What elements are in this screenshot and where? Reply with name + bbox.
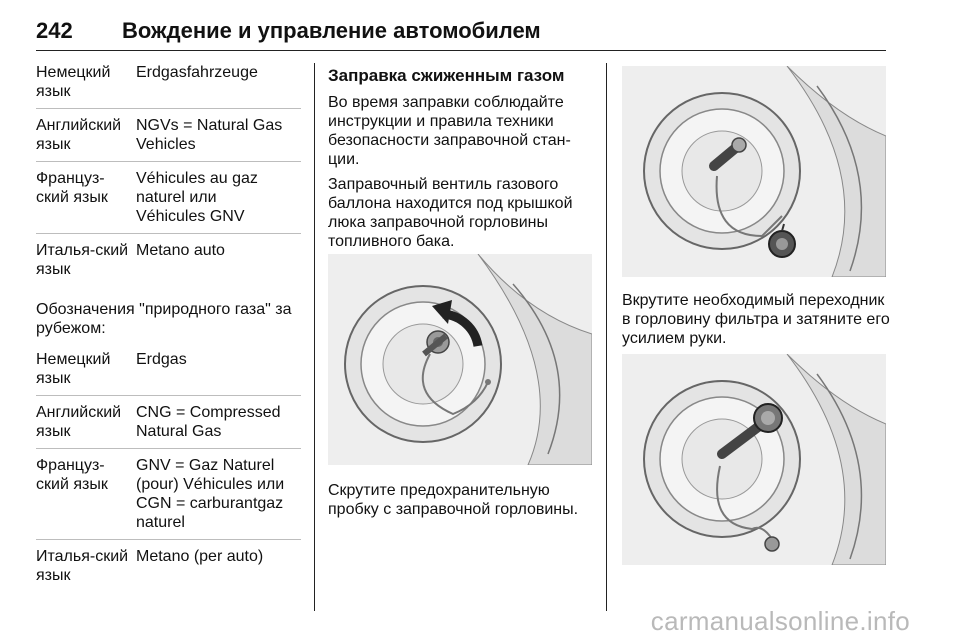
refuelling-column xyxy=(328,66,594,257)
illustration-unscrew-cap xyxy=(328,254,592,465)
paragraph: Во время заправки соблюдайте инструкции и правила техники безопасности заправочной стан-ции. xyxy=(328,94,571,168)
language-name: Английский язык xyxy=(36,117,122,153)
page-header xyxy=(36,16,886,52)
caption-screw-adapter: Вкрутите необходимый переходник в горловину фильтра и затяните его усилием руки. xyxy=(622,292,890,347)
table-row xyxy=(36,403,301,449)
vehicle-names-table xyxy=(36,63,301,286)
section-heading: Заправка сжиженным газом xyxy=(328,66,565,85)
language-name: Английский язык xyxy=(36,404,122,440)
column-divider-right xyxy=(606,63,607,611)
illustration-filler-neck xyxy=(622,66,886,277)
site-watermark: carmanualsonline.info xyxy=(650,606,910,636)
language-term: Véhicules au gaz naturel или Véhicules GNV xyxy=(136,170,258,225)
language-term: CNG = Compressed Natural Gas xyxy=(136,404,281,440)
language-name: Француз-ский язык xyxy=(36,170,108,206)
table-row xyxy=(36,169,301,234)
table-row xyxy=(36,241,301,286)
language-name: Француз-ский язык xyxy=(36,457,108,493)
table-row xyxy=(36,547,301,592)
table-row xyxy=(36,63,301,109)
language-name: Италья-ский язык xyxy=(36,242,129,278)
page-number: 242 xyxy=(36,18,73,43)
header-divider xyxy=(36,50,886,51)
illustration-adapter-fitted xyxy=(622,354,886,565)
caption-unscrew-cap: Скрутите предохранительную пробку с заправочной горловины. xyxy=(328,482,579,518)
table-row xyxy=(36,350,301,396)
language-term: Erdgasfahrzeuge xyxy=(136,64,258,81)
language-term: Metano (per auto) xyxy=(136,548,264,565)
language-term: Erdgas xyxy=(136,351,187,368)
language-column xyxy=(36,63,301,599)
language-name: Италья-ский язык xyxy=(36,548,129,584)
language-name: Немецкий язык xyxy=(36,351,111,387)
page-title: Вождение и управление автомобилем xyxy=(122,18,541,43)
paragraph: Заправочный вентиль газового баллона находится под крышкой люка заправочной горловины топливного бака. xyxy=(328,176,573,250)
gas-names-table xyxy=(36,350,301,592)
column-divider-left xyxy=(314,63,315,611)
table-row xyxy=(36,456,301,540)
language-name: Немецкий язык xyxy=(36,64,111,100)
language-term: GNV = Gaz Naturel (pour) Véhicules или CGN = carburantgaz naturel xyxy=(136,457,285,531)
language-term: Metano auto xyxy=(136,242,225,259)
language-term: NGVs = Natural Gas Vehicles xyxy=(136,117,283,153)
table-row xyxy=(36,116,301,162)
abroad-note: Обозначения "природного газа" за рубежом: xyxy=(36,301,292,337)
